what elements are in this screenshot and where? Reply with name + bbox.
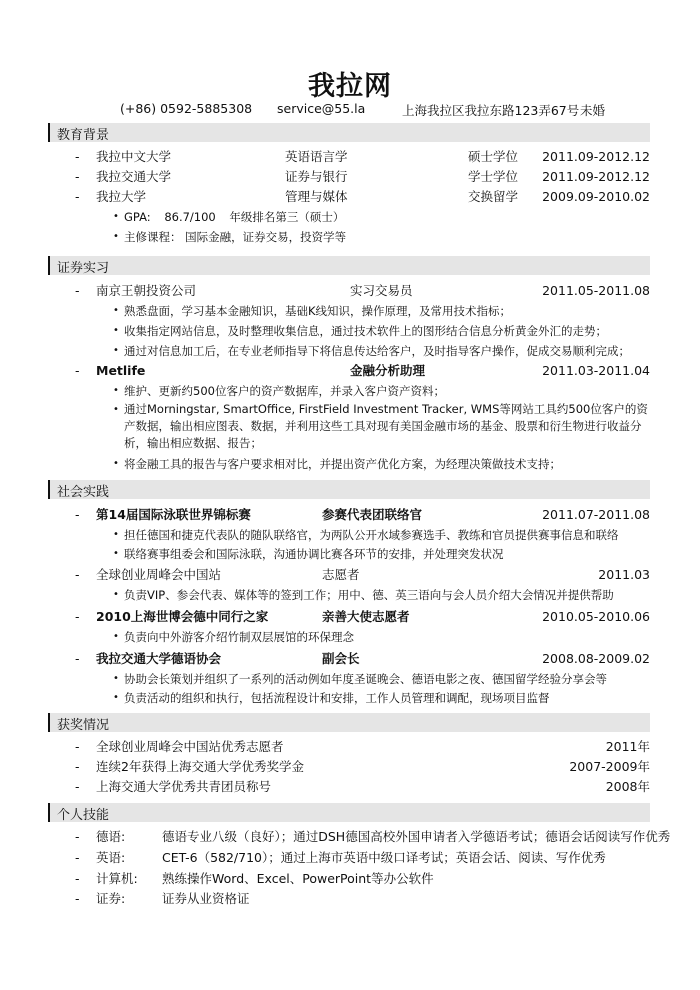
date-range: 2011.03 [598, 567, 650, 582]
section-title: 获奖情况 [57, 718, 110, 733]
bullet-marker: • [113, 211, 119, 222]
gpa-item [0, 208, 700, 226]
bullet-marker: • [113, 673, 119, 684]
bullet-marker: • [113, 529, 119, 540]
activity-row [0, 608, 700, 626]
list-item [0, 689, 700, 707]
skill-label: 计算机: [96, 871, 138, 886]
skill-text: 熟练操作Word、Excel、PowerPoint等办公软件 [162, 871, 434, 886]
email-address: service@55.la [277, 101, 366, 116]
skill-row [0, 890, 700, 908]
bullet-text: 联络赛事组委会和国际泳联，沟通协调比赛各环节的安排，并处理突发状况 [124, 547, 504, 561]
school-name: 我拉交通大学 [96, 169, 172, 184]
dash-marker: - [75, 829, 80, 844]
courses-item [0, 228, 700, 246]
bullet-text: 将金融工具的报告与客户要求相对比，并提出资产优化方案，为经理决策做技术支持； [124, 457, 561, 471]
skills-section-header [48, 803, 650, 822]
date-range: 2009.09-2010.02 [542, 189, 650, 204]
award-name: 上海交通大学优秀共青团员称号 [96, 779, 272, 794]
bullet-marker: • [113, 385, 119, 396]
date-range: 2010.05-2010.06 [542, 609, 650, 624]
bullet-marker: • [113, 325, 119, 336]
organization-name: 全球创业周峰会中国站 [96, 567, 222, 582]
home-address: 上海我拉区我拉东路123弄67号 [402, 103, 580, 118]
list-item [0, 586, 700, 604]
education-section-header [48, 123, 650, 142]
organization-name: 2010上海世博会德中同行之家 [96, 609, 269, 624]
dash-marker: - [75, 759, 80, 774]
company-name: Metlife [96, 363, 146, 378]
skill-text: 证券从业资格证 [162, 891, 250, 906]
dash-marker: - [75, 651, 80, 666]
dash-marker: - [75, 507, 80, 522]
date-range: 2008.08-2009.02 [542, 651, 650, 666]
social-section-header [48, 480, 650, 499]
bullet-marker: • [113, 631, 119, 642]
award-name: 连续2年获得上海交通大学优秀奖学金 [96, 759, 304, 774]
bullet-text: 熟悉盘面，学习基本金融知识，基础K线知识，操作原理，及常用技术指标； [124, 304, 512, 318]
marital-status: 未婚 [580, 103, 606, 118]
list-item [0, 628, 700, 646]
section-title: 教育背景 [57, 128, 110, 143]
company-name: 南京王朝投资公司 [96, 283, 197, 298]
award-row [0, 778, 700, 796]
activity-role: 亲善大使志愿者 [322, 609, 410, 624]
degree: 交换留学 [468, 189, 519, 204]
major: 英语语言学 [285, 149, 348, 164]
dash-marker: - [75, 567, 80, 582]
degree: 硕士学位 [468, 149, 519, 164]
section-title: 社会实践 [57, 485, 110, 500]
education-row [0, 168, 700, 186]
date-range: 2011.07-2011.08 [542, 507, 650, 522]
list-item [0, 342, 700, 360]
bullet-marker: • [113, 458, 119, 469]
gpa-value: 86.7/100 [164, 210, 216, 224]
dash-marker: - [75, 779, 80, 794]
dash-marker: - [75, 169, 80, 184]
dash-marker: - [75, 363, 80, 378]
list-item [0, 526, 700, 544]
award-row [0, 758, 700, 776]
dash-marker: - [75, 739, 80, 754]
bullet-text: 负责VIP、参会代表、媒体等的签到工作；用中、德、英三语向与会人员介绍大会情况并提供帮助 [124, 588, 614, 602]
courses-text: 主修课程： 国际金融，证券交易，投资学等 [124, 230, 347, 244]
award-date: 2008年 [605, 779, 650, 794]
skill-text: CET-6（582/710）；通过上海市英语中级口译考试；英语会话、阅读、写作优秀 [162, 850, 606, 865]
list-item [0, 545, 700, 563]
dash-marker: - [75, 189, 80, 204]
dash-marker: - [75, 149, 80, 164]
gpa-rank: 年级排名第三（硕士） [229, 210, 345, 224]
award-name: 全球创业周峰会中国站优秀志愿者 [96, 739, 284, 754]
bullet-text: 通过对信息加工后，在专业老师指导下将信息传达给客户，及时指导客户操作，促成交易顺利完成； [124, 344, 630, 358]
gpa-label: GPA: [124, 210, 151, 224]
major: 证券与银行 [285, 169, 348, 184]
bullet-marker: • [113, 692, 119, 703]
list-item [0, 322, 700, 340]
date-range: 2011.09-2012.12 [542, 169, 650, 184]
award-row [0, 738, 700, 756]
school-name: 我拉大学 [96, 189, 147, 204]
dash-marker: - [75, 283, 80, 298]
organization-name: 我拉交通大学德语协会 [96, 651, 222, 666]
education-row [0, 188, 700, 206]
skill-label: 英语: [96, 850, 126, 865]
list-item [0, 401, 700, 453]
bullet-marker: • [113, 345, 119, 356]
activity-role: 参赛代表团联络官 [322, 507, 423, 522]
activity-row [0, 506, 700, 524]
date-range: 2011.09-2012.12 [542, 149, 650, 164]
skill-text: 德语专业八级（良好）；通过DSH德国高校外国申请者入学德语考试；德语会话阅读写作优秀 [162, 829, 671, 844]
bullet-marker: • [113, 589, 119, 600]
list-item [0, 455, 700, 473]
major: 管理与媒体 [285, 189, 348, 204]
education-row [0, 148, 700, 166]
organization-name: 第14届国际泳联世界锦标赛 [96, 507, 251, 522]
dash-marker: - [75, 891, 80, 906]
bullet-text: 维护、更新约500位客户的资产数据库，并录入客户资产资料； [124, 384, 445, 398]
activity-role: 志愿者 [322, 567, 360, 582]
job-role: 金融分析助理 [350, 363, 426, 378]
internship-section-header [48, 256, 650, 275]
job-row [0, 362, 700, 380]
degree: 学士学位 [468, 169, 519, 184]
date-range: 2011.03-2011.04 [542, 363, 650, 378]
skill-row [0, 870, 700, 888]
phone-number: (+86) 0592-5885308 [120, 101, 253, 116]
skill-label: 德语: [96, 829, 126, 844]
bullet-text: 协助会长策划并组织了一系列的活动例如年度圣诞晚会、德语电影之夜、德国留学经验分享会等 [124, 672, 607, 686]
list-item [0, 302, 700, 320]
skill-label: 证券: [96, 891, 126, 906]
bullet-marker: • [113, 548, 119, 559]
dash-marker: - [75, 609, 80, 624]
section-title: 个人技能 [57, 808, 110, 823]
bullet-text: 通过Morningstar, SmartOffice, FirstField Investment Tracker, WMS等网站工具约500位客户的资产数据，输出相应图表、数据，并利用这些工具对现有美国金融市场的基金、股票和衍生物进行收益分析，输出相应数据、报告； [124, 402, 648, 450]
bullet-marker: • [113, 231, 119, 242]
awards-section-header [48, 713, 650, 732]
bullet-text: 收集指定网站信息，及时整理收集信息，通过技术软件上的图形结合信息分析黄金外汇的走势； [124, 324, 607, 338]
list-item [0, 670, 700, 688]
dash-marker: - [75, 871, 80, 886]
bullet-marker: • [113, 305, 119, 316]
job-role: 实习交易员 [350, 283, 413, 298]
bullet-marker: • [113, 404, 119, 415]
award-date: 2007-2009年 [569, 759, 650, 774]
skill-row [0, 849, 700, 867]
activity-row [0, 650, 700, 668]
activity-row [0, 566, 700, 584]
date-range: 2011.05-2011.08 [542, 283, 650, 298]
award-date: 2011年 [605, 739, 650, 754]
school-name: 我拉中文大学 [96, 149, 172, 164]
activity-role: 副会长 [322, 651, 360, 666]
job-row [0, 282, 700, 300]
skill-row [0, 828, 700, 846]
resume-name: 我拉网 [308, 71, 392, 102]
dash-marker: - [75, 850, 80, 865]
list-item [0, 382, 700, 400]
bullet-text: 担任德国和捷克代表队的随队联络官，为两队公开水域参赛选手、教练和官员提供赛事信息和联络 [124, 528, 619, 542]
section-title: 证券实习 [57, 261, 110, 276]
bullet-text: 负责活动的组织和执行，包括流程设计和安排，工作人员管理和调配，现场项目监督 [124, 691, 550, 705]
bullet-text: 负责向中外游客介绍竹制双层展馆的环保理念 [124, 630, 354, 644]
